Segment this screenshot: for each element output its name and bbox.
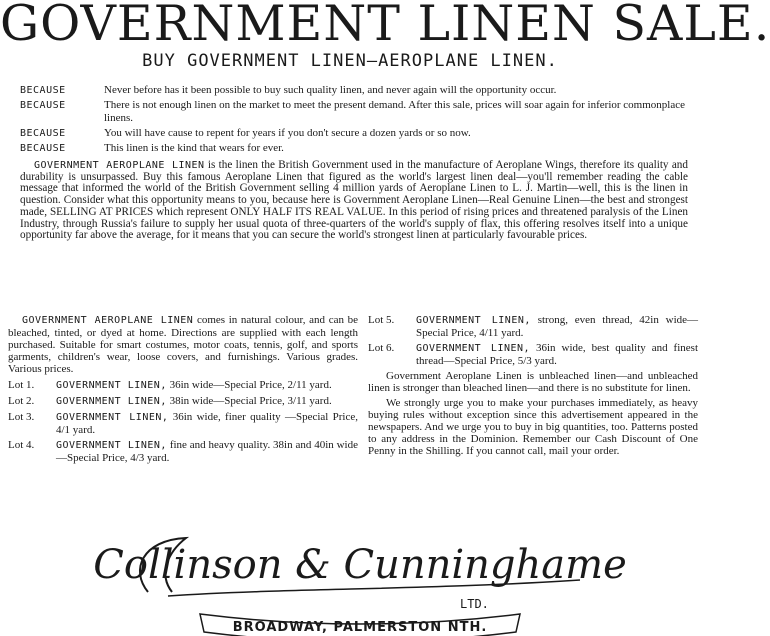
logo-banner-text: BROADWAY, PALMERSTON NTH. [232,620,488,635]
lot-price: 36in wide—Special Price, 2/11 yard. [169,379,332,391]
lot-description [56,395,358,408]
main-paragraph [20,160,688,242]
because-item [20,84,696,97]
lot-name: GOVERNMENT LINEN, [56,380,167,391]
lot-item [8,395,358,408]
lot-name: GOVERNMENT LINEN, [416,343,531,354]
because-text: You will have cause to repent for years if you don't secure a dozen yards or so now. [104,127,471,139]
logo-ltd: LTD. [460,597,489,611]
paragraph-body: is the linen the British Government used in the manufacture of Aeroplane Wings, therefore its quality and durability is unsurpassed. Buy this famous Aeroplane Linen that figured as the world's largest linen deal—you'll remember reading the cable message that informed the world of the British Government selling 4 million yards of Aeroplane Linen to L. J. Martin—well, this is the linen in question. Consider what this opportunity means to you, because here is Government Aeroplane Linen—Real Genuine Linen—the best and strongest made, SELLING AT PRICES which represent ONLY HALF ITS REAL VALUE. In this period of rising prices and threatened paralysis of the Linen Industry, through Russia's failure to supply her usual quota of three-quarters of the world's supply of flax, this offering resolves itself into a unique opportunity far above the average, for it means that you can secure the world's strongest linen at particularly favourable prices. [20,159,688,242]
because-label: BECAUSE [20,85,66,96]
because-label: BECAUSE [20,100,66,111]
because-item [20,99,696,125]
lot-description [56,439,358,464]
lot-price: 36in wide, finer quality —Special Price, 4/1 yard. [56,411,359,436]
lot-description [416,342,698,367]
lot-price: 36in wide, best quality and finest thread—Special Price, 5/3 yard. [416,342,699,367]
because-label: BECAUSE [20,128,66,139]
lot-item [8,439,358,464]
lot-description [56,411,358,436]
lot-item [8,411,358,436]
lot-number: Lot 4. [8,439,35,451]
intro-paragraph [8,314,358,375]
because-text: There is not enough linen on the market to meet the present demand. After this sale, prices will soar again for inferior commonplace linens. [104,99,685,124]
lot-name: GOVERNMENT LINEN, [56,412,169,423]
headline: GOVERNMENT LINEN SALE. [0,0,770,52]
because-text: This linen is the kind that wears for ever. [104,142,284,154]
because-item [20,127,696,140]
lot-name: GOVERNMENT LINEN, [56,440,167,451]
lot-number: Lot 6. [368,342,395,354]
because-text: Never before has it been possible to buy such quality linen, and never again will the opportunity occur. [104,84,557,96]
lot-description [416,314,698,339]
lot-price: fine and heavy quality. 38in and 40in wide—Special Price, 4/3 yard. [56,439,358,464]
lot-item [368,342,698,367]
lot-number: Lot 1. [8,379,35,391]
store-logo [93,530,627,636]
lot-number: Lot 5. [368,314,395,326]
paragraph-lead: GOVERNMENT AEROPLANE LINEN [34,160,205,171]
lot-description [56,379,358,392]
lot-number: Lot 2. [8,395,35,407]
right-column [368,314,698,460]
lot-name: GOVERNMENT LINEN, [56,396,167,407]
lot-number: Lot 3. [8,411,35,423]
subheadline: BUY GOVERNMENT LINEN—AEROPLANE LINEN. [142,51,558,71]
lot-item [8,379,358,392]
urge-paragraph: We strongly urge you to make your purchases immediately, as heavy buying rules without exception since this advertisement appeared in the newspapers. And we urge you to buy in big quantities, too. Patterns posted to any address in the Dominion. Remember our Cash Discount of One Penny in the Shilling. If you cannot call, mail your order. [368,397,698,457]
lot-price: 38in wide—Special Price, 3/11 yard. [169,395,332,407]
intro-body: comes in natural colour, and can be bleached, tinted, or dyed at home. Directions are supplied with each length purchased. Suitable for smart costumes, motor coats, tennis, golf, and sports garments, children's wear, loose covers, and furnishings. Various grades. Various prices. [8,314,358,375]
because-list [20,84,696,157]
because-item [20,142,696,155]
lot-item [368,314,698,339]
intro-lead: GOVERNMENT AEROPLANE LINEN [22,315,194,326]
because-label: BECAUSE [20,143,66,154]
unbleached-paragraph: Government Aeroplane Linen is unbleached linen—and unbleached linen is stronger than bleached linen—and there is no substitute for linen. [368,370,698,394]
left-column [8,314,358,467]
lot-name: GOVERNMENT LINEN, [416,315,531,326]
logo-script: Collinson & Cunninghame [93,542,627,588]
lot-price: strong, even thread, 42in wide—Special Price, 4/11 yard. [416,314,699,339]
